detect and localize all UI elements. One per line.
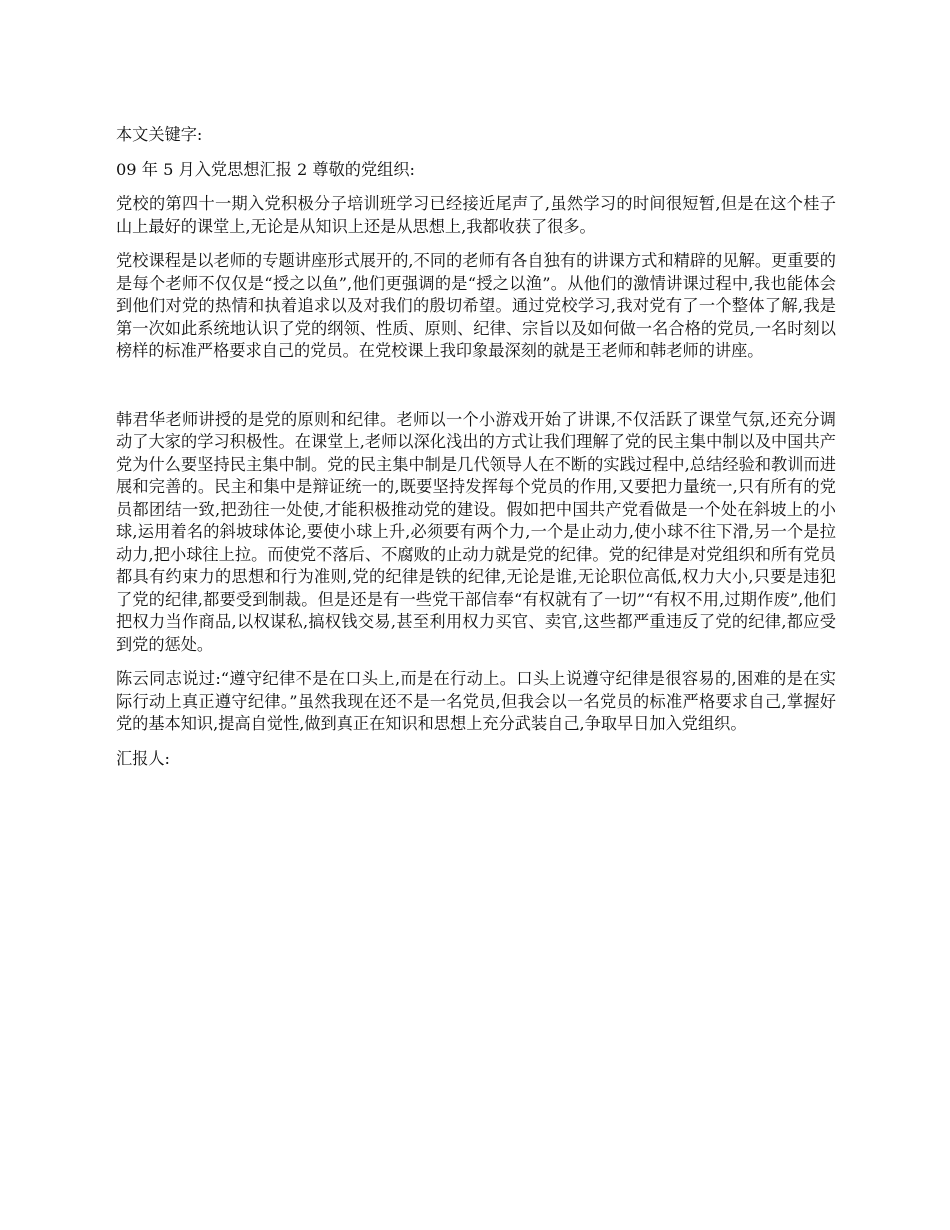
paragraph-intro: 党校的第四十一期入党积极分子培训班学习已经接近尾声了,虽然学习的时间很短暂,但是在这个桂子山上最好的课堂上,无论是从知识上还是从思想上,我都收获了很多。	[116, 194, 836, 236]
keywords-label: 本文关键字:	[116, 125, 203, 144]
paragraph-course: 党校课程是以老师的专题讲座形式展开的,不同的老师有各自独有的讲课方式和精辟的见解。更重要的是每个老师不仅仅是“授之以鱼”,他们更强调的是“授之以渔”。从他们的激情讲课过程中,我也能体会到他们对党的热情和执着追求以及对我们的殷切希望。通过党校学习,我对党有了一个整体了解,我是第一次如此系统地认识了党的纲领、性质、原则、纪律、宗旨以及如何做一名合格的党员,一名时刻以榜样的标准严格要求自己的党员。在党校课上我印象最深刻的就是王老师和韩老师的讲座。	[116, 251, 836, 360]
document-page	[116, 124, 836, 782]
paragraph-discipline: 韩君华老师讲授的是党的原则和纪律。老师以一个小游戏开始了讲课,不仅活跃了课堂气氛,还充分调动了大家的学习积极性。在课堂上,老师以深化浅出的方式让我们理解了党的民主集中制以及中国共产党为什么要坚持民主集中制。党的民主集中制是几代领导人在不断的实践过程中,总结经验和教训而进展和完善的。民主和集中是辩证统一的,既要坚持发挥每个党员的作用,又要把力量统一,只有所有的党员都团结一致,把劲往一处使,才能积极推动党的建设。假如把中国共产党看做是一个处在斜坡上的小球,运用着名的斜坡球体论,要使小球上升,必须要有两个力,一个是止动力,使小球不往下滑,另一个是拉动力,把小球往上拉。而使党不落后、不腐败的止动力就是党的纪律。党的纪律是对党组织和所有党员都具有约束力的思想和行为准则,党的纪律是铁的纪律,无论是谁,无论职位高低,权力大小,只要是违犯了党的纪律,都要受到制裁。但是还是有一些党干部信奉“有权就有了一切”“有权不用,过期作废”,他们把权力当作商品,以权谋私,搞权钱交易,甚至利用权力买官、卖官,这些都严重违反了党的纪律,都应受到党的惩处。	[116, 409, 836, 654]
section-gap	[116, 375, 836, 409]
signature-label: 汇报人:	[116, 748, 171, 768]
paragraph-quote: 陈云同志说过:“遵守纪律不是在口头上,而是在行动上。口头上说遵守纪律是很容易的,困难的是在实际行动上真正遵守纪律。”虽然我现在还不是一名党员,但我会以一名党员的标准严格要求自己,掌握好党的基本知识,提高自觉性,做到真正在知识和思想上充分武装自己,争取早日加入党组织。	[116, 669, 836, 733]
salutation: 09 年 5 月入党思想汇报 2 尊敬的党组织:	[116, 159, 416, 179]
